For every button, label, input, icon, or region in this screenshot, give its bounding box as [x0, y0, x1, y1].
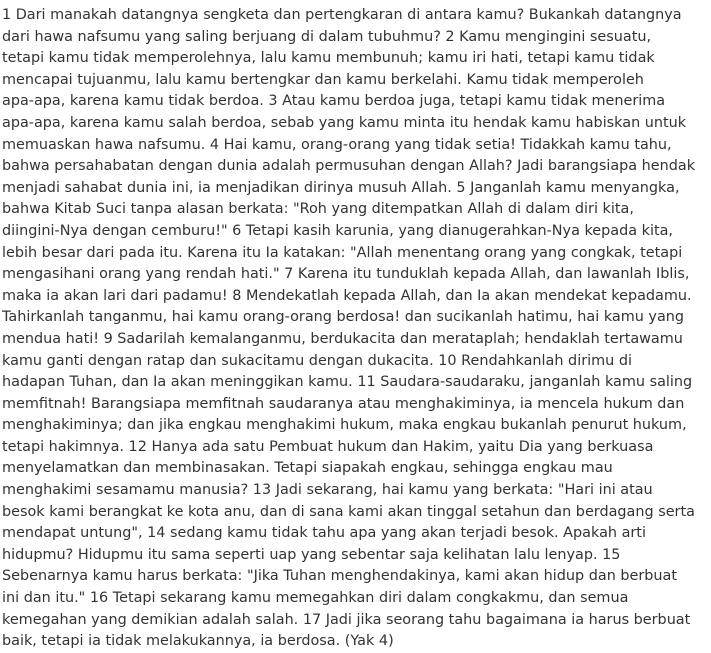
passage-line: 1 Dari manakah datangnya sengketa dan pertengkaran di antara kamu? Bukankah datangnya: [2, 7, 682, 23]
passage-line: dari hawa nafsumu yang saling berjuang di dalam tubuhmu? 2 Kamu mengingini sesuatu,: [2, 28, 652, 45]
passage-line: menyelamatkan dan membinasakan. Tetapi siapakah engkau, sehingga engkau mau: [2, 460, 613, 477]
passage-line: bahwa Kitab Suci tanpa alasan berkata: "Roh yang ditempatkan Allah di dalam diri kita,: [2, 201, 634, 218]
passage-line: memuaskan hawa nafsumu. 4 Hai kamu, orang-orang yang tidak setia! Tidakkah kamu tahu,: [2, 136, 672, 153]
passage-line: menghakimi sesamamu manusia? 13 Jadi sekarang, hai kamu yang berkata: "Hari ini atau: [2, 482, 653, 499]
passage-line: hadapan Tuhan, dan Ia akan meninggikan kamu. 11 Saudara-saudaraku, janganlah kamu saling: [2, 374, 693, 391]
passage-line: bahwa persahabatan dengan dunia adalah permusuhan dengan Allah? Jadi barangsiapa hendak: [2, 158, 696, 175]
passage-line: apa-apa, karena kamu tidak berdoa. 3 Atau kamu berdoa juga, tetapi kamu tidak menerima: [2, 93, 666, 110]
passage-line: Tahirkanlah tanganmu, hai kamu orang-orang berdosa! dan sucikanlah hatimu, hai kamu yang: [2, 309, 685, 326]
passage-line: Sebenarnya kamu harus berkata: "Jika Tuhan menghendakinya, kami akan hidup dan berbuat: [2, 568, 678, 585]
passage-line: mencapai tujuanmu, lalu kamu bertengkar dan kamu berkelahi. Kamu tidak memperoleh: [2, 71, 644, 88]
passage-line: tetapi kamu tidak memperolehnya, lalu kamu membunuh; kamu iri hati, tetapi kamu tidak: [2, 50, 655, 67]
passage-line: maka ia akan lari dari padamu! 8 Mendekatlah kepada Allah, dan Ia akan mendekat kepadamu.: [2, 287, 692, 304]
passage-line: besok kami berangkat ke kota anu, dan di sana kami akan tinggal setahun dan berdagang serta: [2, 503, 695, 520]
passage-line: lebih besar dari pada itu. Karena itu Ia katakan: "Allah menentang orang yang congkak, tetapi: [2, 244, 683, 261]
passage-line: hidupmu? Hidupmu itu sama seperti uap yang sebentar saja kelihatan lalu lenyap. 15: [2, 546, 621, 563]
passage-line: diingini-Nya dengan cemburu!" 6 Tetapi kasih karunia, yang dianugerahkan-Nya kepada kita,: [2, 222, 673, 239]
passage-line: kemegahan yang demikian adalah salah. 17 Jadi jika seorang tahu bagaimana ia harus berbuat: [2, 611, 691, 628]
passage-line: apa-apa, karena kamu salah berdoa, sebab yang kamu minta itu hendak kamu habiskan untuk: [2, 114, 687, 131]
passage-line: ini dan itu." 16 Tetapi sekarang kamu memegahkan diri dalam congkakmu, dan semua: [2, 590, 629, 607]
passage-line: tetapi hakimnya. 12 Hanya ada satu Pembuat hukum dan Hakim, yaitu Dia yang berkuasa: [2, 438, 654, 455]
passage-line: mendapat untung", 14 sedang kamu tidak tahu apa yang akan terjadi besok. Apakah arti: [2, 525, 646, 542]
passage-line: baik, tetapi ia tidak melakukannya, ia berdosa. (Yak 4): [2, 633, 394, 650]
passage-line: memfitnah! Barangsiapa memfitnah saudaranya atau menghakiminya, ia mencela hukum dan: [2, 395, 685, 412]
passage-line: kamu ganti dengan ratap dan sukacitamu dengan dukacita. 10 Rendahkanlah dirimu di: [2, 352, 632, 369]
bible-passage-text: [2, 5, 711, 653]
passage-line: menjadi sahabat dunia ini, ia menjadikan dirinya musuh Allah. 5 Janganlah kamu menyangka,: [2, 179, 680, 196]
passage-line: mengasihani orang yang rendah hati." 7 Karena itu tunduklah kepada Allah, dan lawanlah Iblis,: [2, 266, 690, 283]
passage-line: mendua hati! 9 Sadarilah kemalanganmu, berdukacita dan merataplah; hendaklah tertawamu: [2, 330, 683, 347]
passage-line: menghakiminya; dan jika engkau menghakimi hukum, maka engkau bukanlah penurut hukum,: [2, 417, 687, 434]
